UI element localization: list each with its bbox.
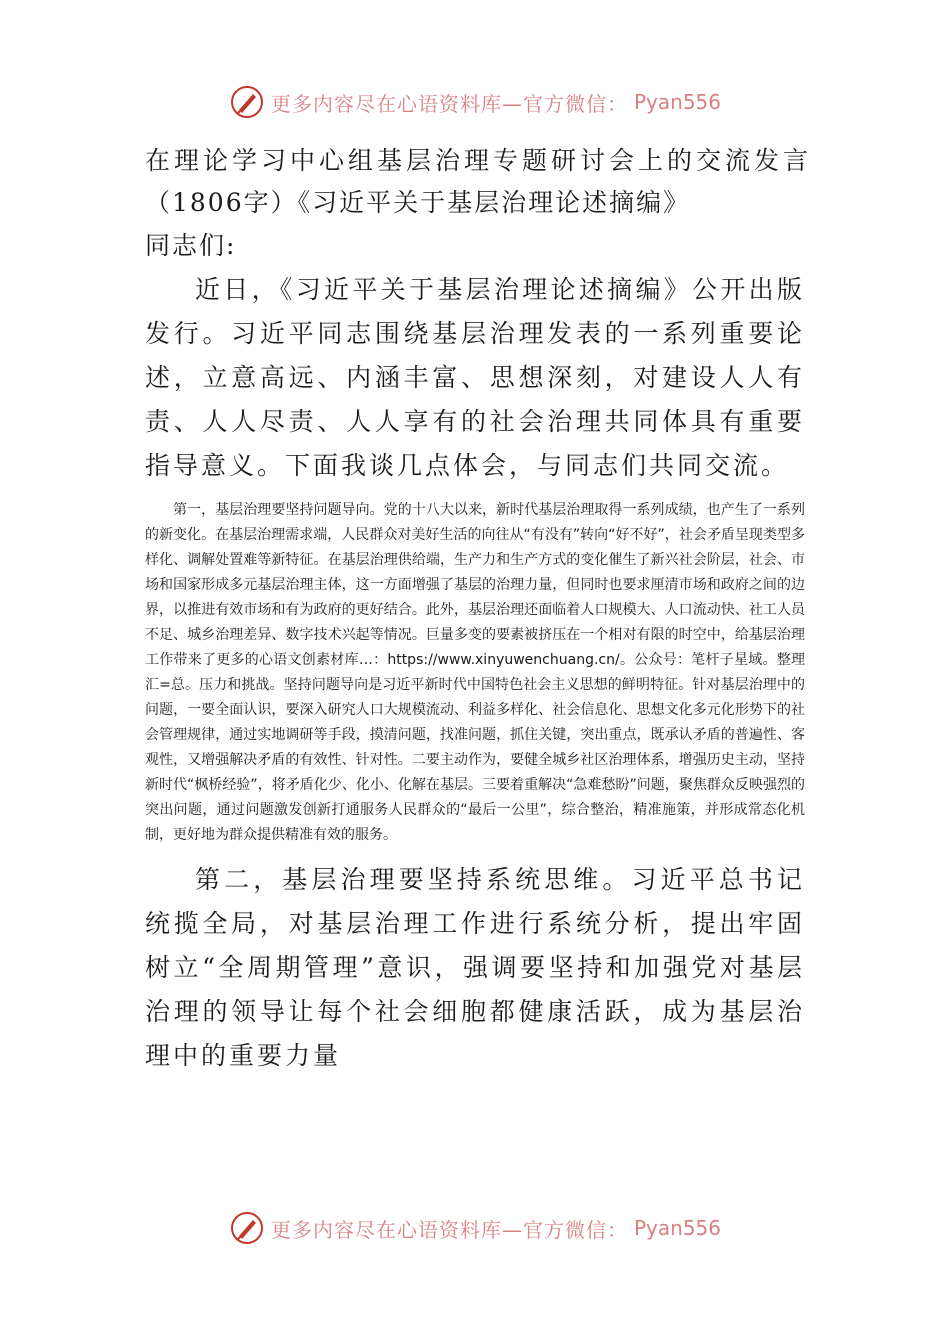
paragraph-intro: 近日，《习近平关于基层治理论述摘编》公开出版发行。习近平同志围绕基层治理发表的一系列重要论述，立意高远、内涵丰富、思想深刻，对建设人人有责、人人尽责、人人享有的社会治理共同体具有重要指导意义。下面我谈几点体会，与同志们共同交流。	[145, 275, 805, 480]
greeting: 同志们:	[145, 231, 237, 260]
paragraph-second-point: 第二，基层治理要坚持系统思维。习近平总书记统揽全局，对基层治理工作进行系统分析，提出牢固树立“全周期管理”意识，强调要坚持和加强党对基层治理的领导让每个社会细胞都健康活跃，成为基层治理中的重要力量	[145, 865, 805, 1070]
pen-logo-icon	[229, 84, 265, 120]
watermark-wechat-id: Pyan556	[633, 90, 721, 114]
paragraph-first-point: 第一，基层治理要坚持问题导向。党的十八大以来，新时代基层治理取得一系列成绩，也产生了一系列的新变化。在基层治理需求端，人民群众对美好生活的向往从“有没有”转向“好不好”，社会矛盾呈现类型多样化、调解处置难等新特征。在基层治理供给端，生产力和生产方式的变化催生了新兴社会阶层，社会、市场和国家形成多元基层治理主体，这一方面增强了基层的治理力量，但同时也要求厘清市场和政府之间的边界，以推进有效市场和有为政府的更好结合。此外，基层治理还面临着人口规模大、人口流动快、社工人员不足、城乡治理差异、数字技术兴起等情况。巨量多变的要素被挤压在一个相对有限的时空中，给基层治理工作带来了更多的心语文创素材库…：https://www.xinyuwenchuang.cn/。公众号：笔杆子星域。整理汇=总。压力和挑战。坚持问题导向是习近平新时代中国特色社会主义思想的鲜明特征。针对基层治理中的问题，一要全面认识，要深入研究人口大规模流动、利益多样化、社会信息化、思想文化多元化形势下的社会管理规律，通过实地调研等手段，摸清问题，找准问题，抓住关键，突出重点，既承认矛盾的普遍性、客观性，又增强解决矛盾的有效性、针对性。二要主动作为，要健全城乡社区治理体系，增强历史主动，坚持新时代“枫桥经验”，将矛盾化少、化小、化解在基层。三要着重解决“急难愁盼”问题，聚焦群众反映强烈的突出问题，通过问题激发创新打通服务人民群众的“最后一公里”，综合整治，精准施策，并形成常态化机制，更好地为群众提供精准有效的服务。	[145, 502, 805, 843]
watermark-brand: 更多内容尽在心语资料库—官方微信：	[270, 91, 628, 116]
watermark-header	[0, 82, 950, 122]
pen-logo-icon	[229, 1210, 265, 1246]
watermark-wechat-id: Pyan556	[633, 1216, 721, 1240]
document-body	[145, 140, 813, 1078]
watermark-brand: 更多内容尽在心语资料库—官方微信：	[270, 1217, 628, 1242]
watermark-footer	[0, 1208, 950, 1248]
document-title-line1: 在理论学习中心组基层治理专题研讨会上的交流发言	[145, 146, 813, 175]
document-title-line2: （1806字）《习近平关于基层治理论述摘编》	[145, 188, 691, 217]
